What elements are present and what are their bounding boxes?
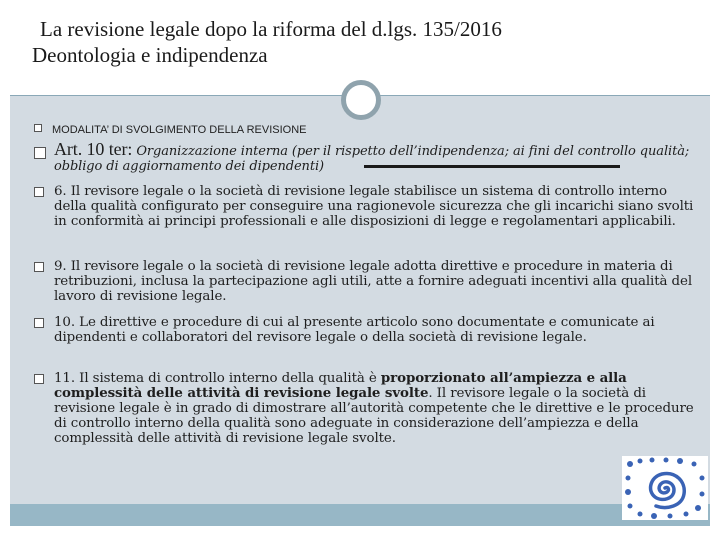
section-heading [34,124,307,136]
article-item [34,139,694,174]
paragraph-10: 10. Le direttive e procedure di cui al presente articolo sono documentate e comunicate ai dipendenti e collaboratori del revisore legale o della società di revisione legale. [54,315,655,345]
ring-ornament-icon [341,80,381,120]
paragraph-11-bold: proporzionato all’ampiezza e alla complessità delle attività di revisione legale svolte [54,370,627,401]
title-line-1: La revisione legale dopo la riforma del d.lgs. 135/2016 [40,17,502,41]
slide-title [32,16,692,68]
list-item [34,371,694,446]
paragraph-11-lead: 11. Il sistema di controllo interno della qualità è [54,371,377,386]
list-item [34,259,694,304]
square-bullet-icon [34,187,44,197]
paragraph-6: 6. Il revisore legale o la società di revisione legale stabilisce un sistema di controllo interno della qualità configurato per conseguire una ragionevole sicurezza che gli incarichi siano svolti in conformità ai principi professionali e alle disposizioni di legge e regolamentari applicabili. [54,184,694,229]
list-item [34,184,694,229]
square-bullet-icon [34,124,42,132]
underline-mark [364,165,620,168]
article-text: Organizzazione interna (per il rispetto dell’indipendenza; ai fini del controllo qualità; obbligo di aggiornamento dei dipendenti) [54,144,690,174]
spiral-logo-icon [622,456,708,520]
square-bullet-icon [34,147,46,159]
article-label: Art. 10 ter: [54,139,133,159]
section-heading-text: MODALITA’ DI SVOLGIMENTO DELLA REVISIONE [52,124,307,136]
bottom-band [10,504,710,526]
list-item [34,315,694,345]
square-bullet-icon [34,262,44,272]
title-line-2: Deontologia e indipendenza [32,43,268,67]
paragraph-9: 9. Il revisore legale o la società di revisione legale adotta direttive e procedure in materia di retribuzioni, inclusa la partecipazione agli utili, atte a fornire adeguati incentivi alla qualità del lavoro di revisione legale. [54,259,693,304]
square-bullet-icon [34,318,44,328]
square-bullet-icon [34,374,44,384]
paragraph-11-rest: . Il revisore legale o la società di revisione legale è in grado di dimostrare all’autorità competente che le direttive e le procedure di controllo interno della qualità sono adeguate in considerazione dell’ampiezza e della complessità delle attività di revisione legale svolte. [54,386,694,446]
spiral-dots-logo-icon [622,456,708,520]
